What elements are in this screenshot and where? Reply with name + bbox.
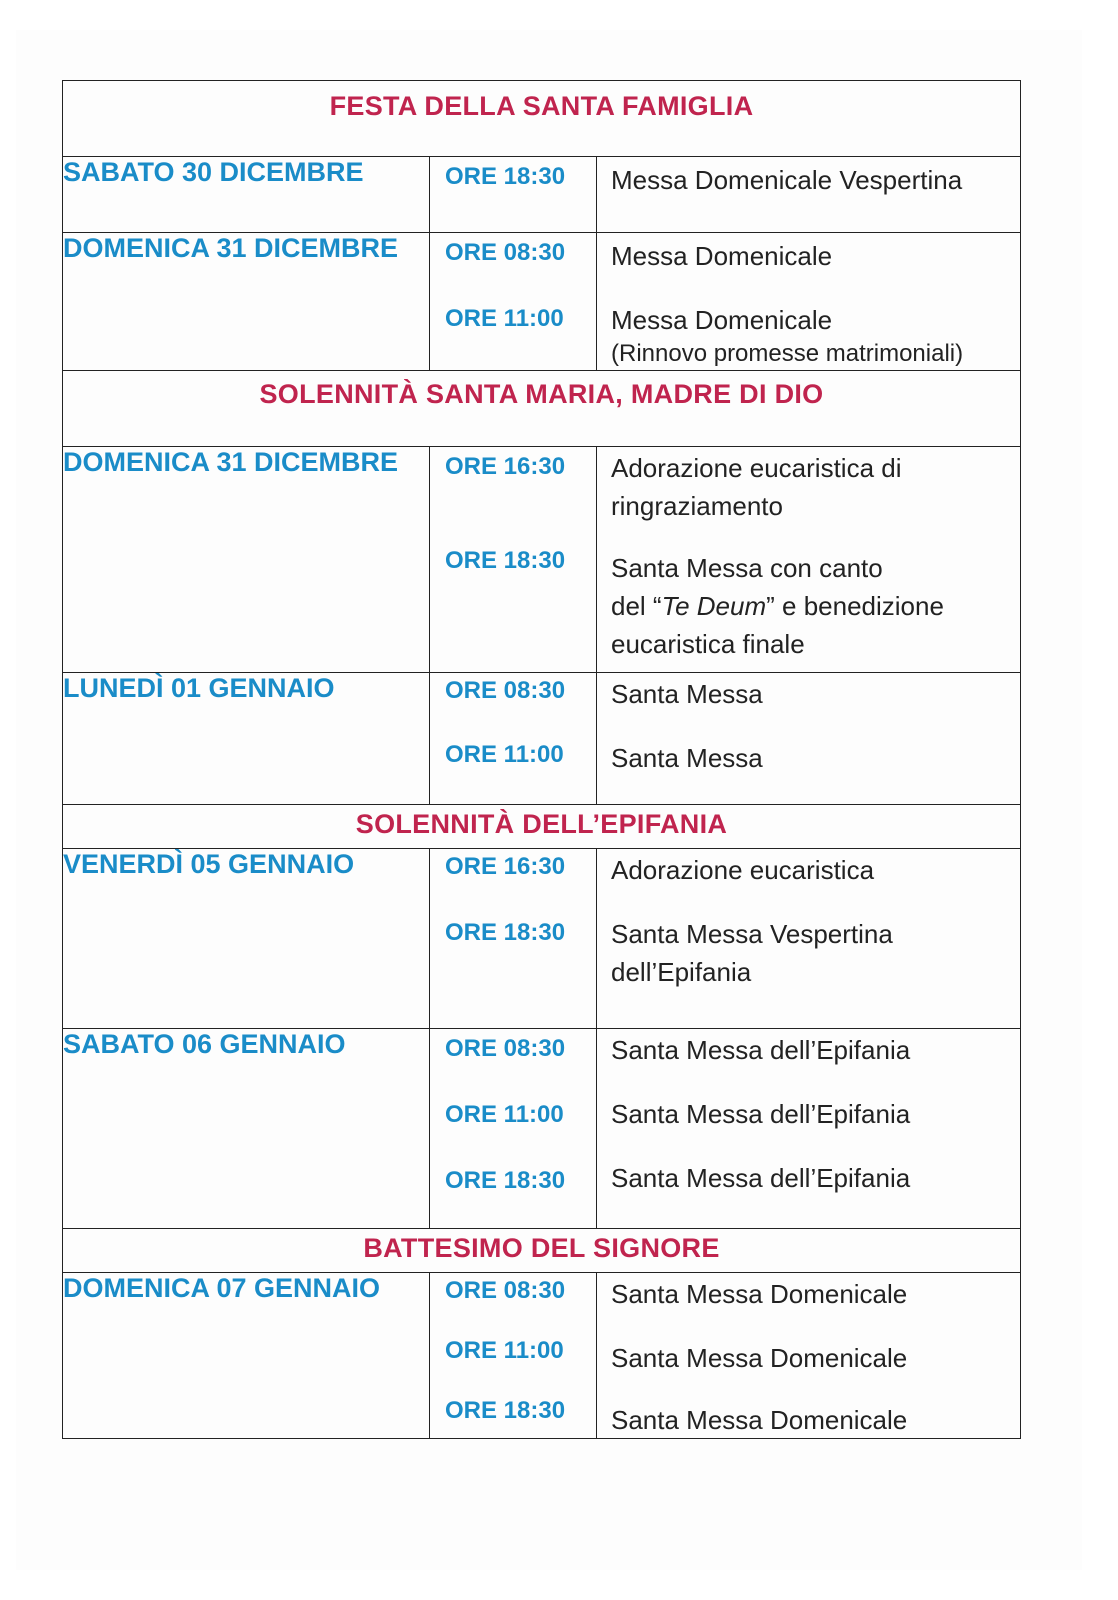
day-label: DOMENICA 31 DICEMBRE [63,233,430,371]
time-label: ORE 16:30 [445,853,566,880]
event-label: Messa Domenicale Vespertina [611,165,963,195]
time-cell [430,447,597,673]
time-label: ORE 11:00 [445,741,564,768]
event-label: Messa Domenicale [611,241,833,271]
event-label: Santa Messa Vespertina [611,919,893,949]
day-row [63,447,1021,673]
section-header-row [63,81,1021,157]
event-cell [597,673,1021,805]
time-label: ORE 11:00 [445,305,564,332]
event-label: Santa Messa Domenicale [611,1279,908,1309]
time-cell [430,849,597,1029]
event-label-post: ” e benedizione [766,591,944,621]
event-label-pre: del “ [611,591,662,621]
day-row [63,1273,1021,1439]
time-label: ORE 11:00 [445,1337,564,1364]
mass-schedule-table [62,80,1021,1439]
event-label: Santa Messa Domenicale [611,1405,908,1435]
event-label-group [611,915,1014,991]
event-cell [597,849,1021,1029]
day-row [63,157,1021,233]
event-label-italic: Te Deum [661,591,767,621]
day-label: LUNEDÌ 01 GENNAIO [63,673,430,805]
event-label: Santa Messa [611,679,763,709]
time-label: ORE 08:30 [445,677,566,704]
event-cell [597,1273,1021,1439]
event-cell [597,157,1021,233]
day-label: VENERDÌ 05 GENNAIO [63,849,430,1029]
section-title: SOLENNITÀ SANTA MARIA, MADRE DI DIO [63,371,1021,447]
time-cell [430,1029,597,1229]
event-label: Adorazione eucaristica [611,855,875,885]
event-label: Adorazione eucaristica di [611,453,902,483]
time-label: ORE 08:30 [445,239,566,266]
day-row [63,1029,1021,1229]
event-label: Santa Messa dell’Epifania [611,1163,911,1193]
event-label-group [611,549,1014,663]
event-label: Santa Messa dell’Epifania [611,1099,911,1129]
event-label: Santa Messa Domenicale [611,1343,908,1373]
time-label: ORE 08:30 [445,1035,566,1062]
time-label: ORE 18:30 [445,1397,566,1424]
time-label: ORE 08:30 [445,1277,566,1304]
day-row [63,673,1021,805]
event-label-group [611,449,1014,525]
section-header-row [63,371,1021,447]
day-label: SABATO 06 GENNAIO [63,1029,430,1229]
section-header-row [63,805,1021,849]
event-label: Santa Messa [611,743,763,773]
event-cell [597,1029,1021,1229]
event-label: Messa Domenicale [611,305,833,335]
event-label-group [611,301,1014,369]
event-label: eucaristica finale [611,629,805,659]
event-label: dell’Epifania [611,957,752,987]
time-label: ORE 16:30 [445,453,566,480]
section-header-row [63,1229,1021,1273]
day-label: SABATO 30 DICEMBRE [63,157,430,233]
time-label: ORE 18:30 [445,547,566,574]
day-row [63,233,1021,371]
event-cell [597,447,1021,673]
time-label: ORE 18:30 [445,919,566,946]
event-cell [597,233,1021,371]
time-cell [430,157,597,233]
day-label: DOMENICA 07 GENNAIO [63,1273,430,1439]
event-label: Santa Messa dell’Epifania [611,1035,911,1065]
section-title: SOLENNITÀ DELL’EPIFANIA [63,805,1021,849]
time-label: ORE 11:00 [445,1101,564,1128]
time-cell [430,1273,597,1439]
time-label: ORE 18:30 [445,163,566,190]
time-cell [430,673,597,805]
event-label: ringraziamento [611,491,783,521]
section-title: FESTA DELLA SANTA FAMIGLIA [63,81,1021,157]
day-row [63,849,1021,1029]
section-title: BATTESIMO DEL SIGNORE [63,1229,1021,1273]
day-label: DOMENICA 31 DICEMBRE [63,447,430,673]
time-label: ORE 18:30 [445,1167,566,1194]
event-label: Santa Messa con canto [611,553,883,583]
event-note: (Rinnovo promesse matrimoniali) [611,340,964,367]
time-cell [430,233,597,371]
